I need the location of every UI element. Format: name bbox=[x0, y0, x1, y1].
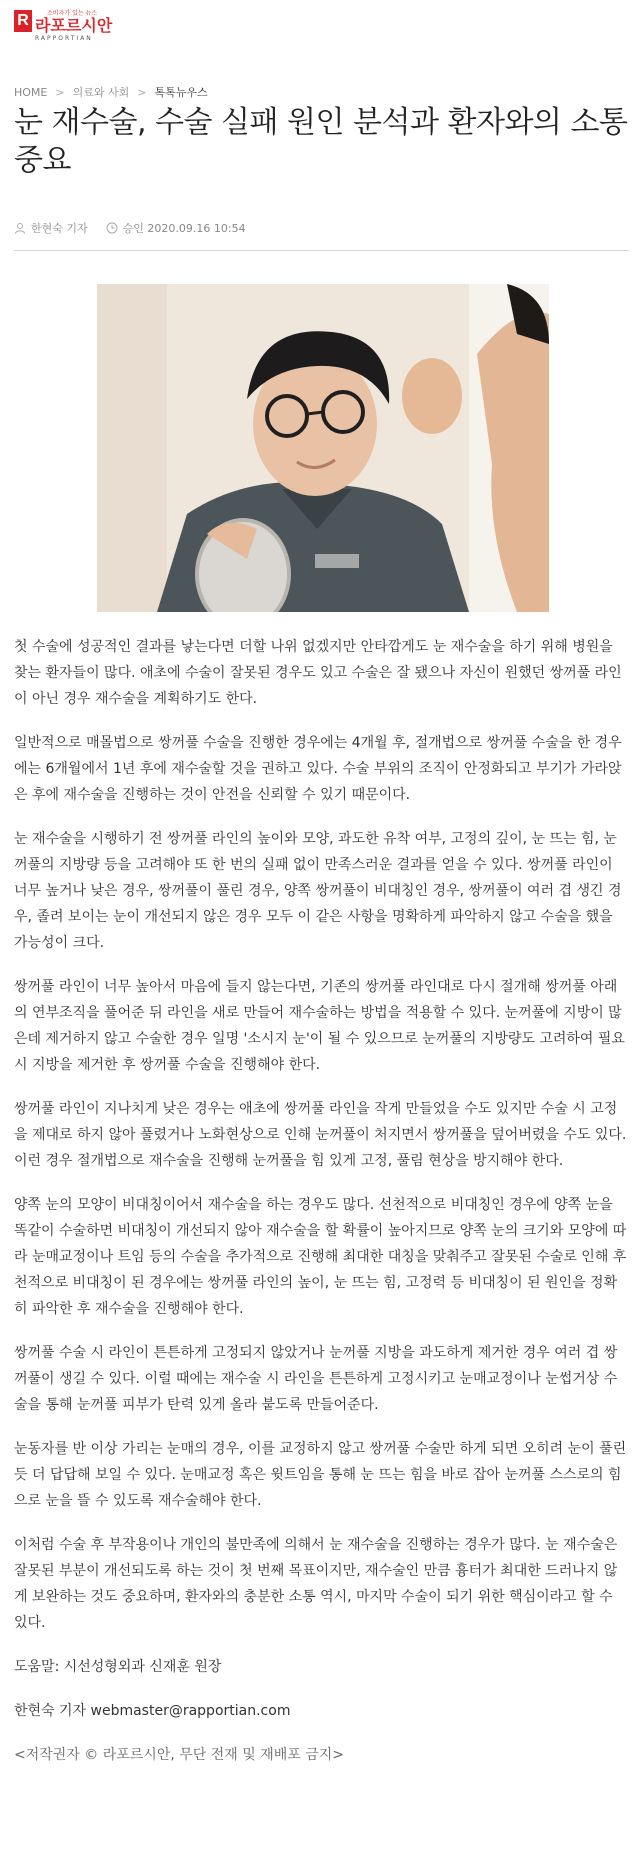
chevron-right-icon: > bbox=[137, 85, 147, 99]
logo-english: RAPPORTIAN bbox=[35, 35, 93, 42]
publish-date: 승인 2020.09.16 10:54 bbox=[122, 222, 246, 235]
logo-mark: R bbox=[14, 10, 32, 32]
breadcrumb-home[interactable]: HOME bbox=[14, 85, 48, 99]
article-paragraph: 첫 수술에 성공적인 결과를 낳는다면 더할 나위 없겠지만 안타깝게도 눈 재수술을 하기 위해 병원을 찾는 환자들이 많다. 애초에 수술이 잘못된 경우도 있고 수술은 잘 됐으나 자신이 원했던 쌍꺼풀 라인이 아닌 경우 재수술을 계획하기도 한다. bbox=[14, 639, 622, 707]
header-divider bbox=[14, 250, 629, 251]
article-photo bbox=[97, 284, 549, 612]
publish-info bbox=[106, 220, 246, 236]
site-header bbox=[0, 0, 643, 54]
site-logo[interactable] bbox=[14, 10, 112, 42]
person-icon bbox=[14, 222, 26, 234]
breadcrumb-current[interactable]: 톡톡뉴우스 bbox=[154, 86, 208, 99]
logo-tagline: 소비자가 있는 뉴스 bbox=[47, 10, 98, 17]
clock-icon bbox=[106, 222, 118, 234]
breadcrumb bbox=[14, 84, 208, 100]
logo-name: 라포르시안 bbox=[35, 16, 113, 35]
article-paragraph: 눈 재수술을 시행하기 전 쌍꺼풀 라인의 높이와 모양, 과도한 유착 여부, 고정의 깊이, 눈 뜨는 힘, 눈꺼풀의 지방량 등을 고려해야 또 한 번의 실패 없이 만족스러운 결과를 얻을 수 있다. 쌍꺼풀 라인이 너무 높거나 낮은 경우, 쌍꺼풀이 풀린 경우, 양쪽 쌍꺼풀이 비대칭인 경우, 쌍꺼풀이 여러 겹 생긴 경우, 졸려 보이는 눈이 개선되지 않은 경우 모두 이 같은 사항을 명확하게 파악하지 않고 수술을 했을 가능성이 크다. bbox=[14, 831, 622, 951]
article-paragraph: 일반적으로 매몰법으로 쌍꺼풀 수술을 진행한 경우에는 4개월 후, 절개법으로 쌍꺼풀 수술을 한 경우에는 6개월에서 1년 후에 재수술할 것을 권하고 있다. 수술 부위의 조직이 안정화되고 부기가 가라앉은 후에 재수술을 진행하는 것이 안전을 신뢰할 수 있기 때문이다. bbox=[14, 735, 622, 803]
article-paragraph: 쌍꺼풀 라인이 너무 높아서 마음에 들지 않는다면, 기존의 쌍꺼풀 라인대로 다시 절개해 쌍꺼풀 아래의 연부조직을 풀어준 뒤 라인을 새로 만들어 재수술하는 방법을 적용할 수 있다. 눈꺼풀에 지방이 많은데 제거하지 않고 수술한 경우 일명 '소시지 눈'이 될 수 있으므로 눈꺼풀의 지방량도 고려하여 필요 시 지방을 제거한 후 쌍꺼풀 수술을 진행해야 한다. bbox=[14, 979, 625, 1073]
author-name[interactable]: 한현숙 기자 bbox=[31, 222, 88, 235]
doctor-photo bbox=[97, 284, 549, 612]
article-credit: 도움말: 시선성형외과 신재훈 원장 bbox=[14, 1659, 222, 1675]
chevron-right-icon: > bbox=[55, 85, 65, 99]
copyright-notice: <저작권자 © 라포르시안, 무단 전재 및 재배포 금지> bbox=[14, 1747, 345, 1763]
article-paragraph: 쌍꺼풀 라인이 지나치게 낮은 경우는 애초에 쌍꺼풀 라인을 작게 만들었을 수도 있지만 수술 시 고정을 제대로 하지 않아 풀렸거나 노화현상으로 인해 눈꺼풀이 처지면서 쌍꺼풀을 덮어버렸을 수도 있다. 이런 경우 절개법으로 재수술을 진행해 눈꺼풀을 힘 있게 고정, 풀림 현상을 방지해야 한다. bbox=[14, 1101, 627, 1169]
article-paragraph: 쌍꺼풀 수술 시 라인이 튼튼하게 고정되지 않았거나 눈꺼풀 지방을 과도하게 제거한 경우 여러 겹 쌍꺼풀이 생길 수 있다. 이럴 때에는 재수술 시 라인을 튼튼하게 고정시키고 눈매교정이나 눈썹거상 수술을 통해 눈꺼풀 피부가 탄력 있게 올라 붙도록 만들어준다. bbox=[14, 1345, 618, 1413]
article-paragraph: 양쪽 눈의 모양이 비대칭이어서 재수술을 하는 경우도 많다. 선천적으로 비대칭인 경우에 양쪽 눈을 똑같이 수술하면 비대칭이 개선되지 않아 재수술을 할 확률이 높아지므로 양쪽 눈의 크기와 모양에 따라 눈매교정이나 트임 등의 수술을 추가적으로 진행해 최대한 대칭을 맞춰주고 잘못된 수술로 인해 후천적으로 비대칭이 된 경우에는 쌍꺼풀 라인의 높이, 눈 뜨는 힘, 고정력 등 비대칭이 된 원인을 정확히 파악한 후 재수술을 진행해야 한다. bbox=[14, 1197, 627, 1317]
article-byline: 한현숙 기자 webmaster@rapportian.com bbox=[14, 1703, 291, 1719]
author-info bbox=[14, 220, 88, 236]
breadcrumb-section[interactable]: 의료와 사회 bbox=[72, 86, 130, 99]
article-title: 눈 재수술, 수술 실패 원인 분석과 환자와의 소통 중요 bbox=[14, 105, 628, 178]
article-meta bbox=[14, 220, 264, 236]
article-body bbox=[14, 634, 629, 1786]
logo-text bbox=[35, 10, 112, 42]
article-paragraph: 눈동자를 반 이상 가리는 눈매의 경우, 이를 교정하지 않고 쌍꺼풀 수술만 하게 되면 오히려 눈이 풀린 듯 더 답답해 보일 수 있다. 눈매교정 혹은 윗트임을 통해 눈 뜨는 힘을 바로 잡아 눈꺼풀 스스로의 힘으로 눈을 뜰 수 있도록 재수술해야 한다. bbox=[14, 1441, 627, 1509]
article-paragraph: 이처럼 수술 후 부작용이나 개인의 불만족에 의해서 눈 재수술을 진행하는 경우가 많다. 눈 재수술은 잘못된 부분이 개선되도록 하는 것이 첫 번째 목표이지만, 재수술인 만큼 흉터가 최대한 드러나지 않게 보완하는 것도 중요하며, 환자와의 충분한 소통 역시, 마지막 수술이 되기 위한 핵심이라고 할 수 있다. bbox=[14, 1537, 618, 1631]
